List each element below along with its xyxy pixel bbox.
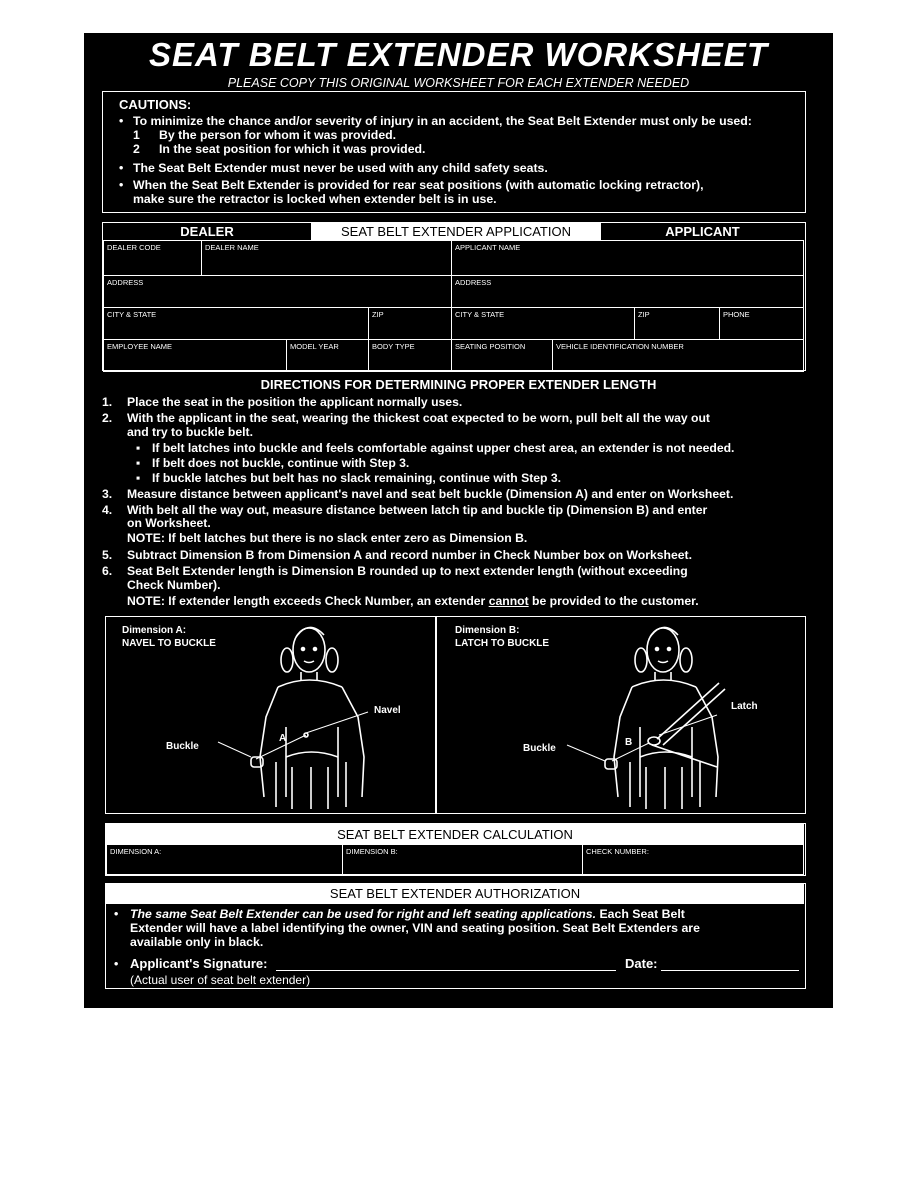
employee-name-field[interactable]: EMPLOYEE NAME bbox=[103, 339, 287, 372]
applicant-phone-field[interactable]: PHONE bbox=[719, 307, 804, 340]
applicant-address-field[interactable]: ADDRESS bbox=[451, 275, 804, 308]
signature-line[interactable] bbox=[276, 970, 616, 971]
dimension-b-letter: B bbox=[625, 737, 633, 748]
seated-person-latch-illustration bbox=[437, 617, 804, 812]
latch-label: Latch bbox=[731, 701, 758, 712]
model-year-field[interactable]: MODEL YEAR bbox=[286, 339, 369, 372]
bullet-auth-2: • bbox=[114, 957, 119, 971]
step-6-text: Seat Belt Extender length is Dimension B rounded up to next extender length (without exceeding bbox=[127, 564, 688, 578]
date-line[interactable] bbox=[661, 970, 799, 971]
dealer-header: DEALER bbox=[180, 224, 234, 239]
step-6-text-cont: Check Number). bbox=[127, 578, 221, 592]
navel-label: Navel bbox=[374, 705, 401, 716]
calculation-section bbox=[105, 823, 806, 876]
caution-item-2: • The Seat Belt Extender must never be used with any child safety seats. bbox=[133, 161, 548, 176]
calculation-header: SEAT BELT EXTENDER CALCULATION bbox=[106, 824, 804, 845]
signature-note: (Actual user of seat belt extender) bbox=[130, 973, 311, 987]
application-form bbox=[102, 222, 806, 371]
vin-field[interactable]: VEHICLE IDENTIFICATION NUMBER bbox=[552, 339, 804, 372]
bullet-3: ▪ bbox=[136, 471, 141, 485]
bullet-1: ▪ bbox=[136, 441, 141, 455]
authorization-line-1-rest: Each Seat Belt bbox=[596, 907, 685, 921]
note-text-1: NOTE: If extender length exceeds Check Number, an extender bbox=[127, 594, 489, 608]
authorization-section bbox=[105, 883, 806, 989]
buckle-label-a: Buckle bbox=[166, 741, 199, 752]
step-6-number: 6. bbox=[102, 564, 113, 578]
dimension-a-letter: A bbox=[279, 733, 287, 744]
caution-item-3-cont: make sure the retractor is locked when extender belt is in use. bbox=[133, 192, 497, 206]
directions-heading: DIRECTIONS FOR DETERMINING PROPER EXTENDER LENGTH bbox=[260, 377, 657, 392]
dimension-a-field[interactable]: DIMENSION A: bbox=[106, 844, 343, 875]
step-5-number: 5. bbox=[102, 548, 113, 562]
body-type-field[interactable]: BODY TYPE bbox=[368, 339, 452, 372]
bullet-2: ▪ bbox=[136, 456, 141, 470]
step-2-number: 2. bbox=[102, 411, 113, 425]
step-4-number: 4. bbox=[102, 503, 113, 517]
diagram-a-label-1: Dimension A: bbox=[122, 625, 187, 636]
step-5-text: Subtract Dimension B from Dimension A and record number in Check Number box on Worksheet. bbox=[127, 548, 692, 562]
caution-sub-2: In the seat position for which it was provided. bbox=[159, 142, 426, 156]
step-1-number: 1. bbox=[102, 395, 113, 409]
step-4-note: NOTE: If belt latches but there is no slack enter zero as Dimension B. bbox=[127, 531, 528, 545]
caution-sub-2-num: 2 bbox=[133, 142, 140, 156]
applicant-city-state-field[interactable]: CITY & STATE bbox=[451, 307, 635, 340]
step-2-text-cont: and try to buckle belt. bbox=[127, 425, 253, 439]
caution-item-3: • When the Seat Belt Extender is provided for rear seat positions (with automatic locking retractor), bbox=[133, 178, 704, 193]
worksheet-subtitle: PLEASE COPY THIS ORIGINAL WORKSHEET FOR EACH EXTENDER NEEDED bbox=[227, 76, 690, 90]
worksheet-title: SEAT BELT EXTENDER WORKSHEET bbox=[149, 36, 768, 73]
caution-sub-1: By the person for whom it was provided. bbox=[159, 128, 397, 142]
dealer-zip-field[interactable]: ZIP bbox=[368, 307, 452, 340]
authorization-line-3: available only in black. bbox=[130, 935, 264, 949]
caution-sub-1-num: 1 bbox=[133, 128, 140, 142]
caution-item-1: • To minimize the chance and/or severity of injury in an accident, the Seat Belt Extender must only be used: bbox=[133, 114, 752, 129]
authorization-italic: The same Seat Belt Extender can be used for right and left seating applications. bbox=[130, 907, 597, 921]
seating-position-field[interactable]: SEATING POSITION bbox=[451, 339, 553, 372]
diagram-b-label-1: Dimension B: bbox=[455, 625, 520, 636]
step-2-bullet-1: If belt latches into buckle and feels comfortable against upper chest area, an extender is not needed. bbox=[152, 441, 735, 455]
note-text-2: be provided to the customer. bbox=[528, 594, 699, 608]
step-4-text: With belt all the way out, measure distance between latch tip and buckle tip (Dimension B) and enter bbox=[127, 503, 708, 517]
applicant-header: APPLICANT bbox=[665, 224, 740, 239]
step-2-text: With the applicant in the seat, wearing the thickest coat expected to be worn, pull belt all the way out bbox=[127, 411, 710, 425]
dealer-code-field[interactable]: DEALER CODE bbox=[103, 240, 202, 276]
authorization-header: SEAT BELT EXTENDER AUTHORIZATION bbox=[106, 884, 804, 904]
step-3-number: 3. bbox=[102, 487, 113, 501]
cautions-box bbox=[102, 91, 806, 213]
diagram-dimension-b bbox=[436, 616, 806, 814]
applicant-zip-field[interactable]: ZIP bbox=[634, 307, 720, 340]
applicant-name-field[interactable]: APPLICANT NAME bbox=[451, 240, 804, 276]
bullet-auth-1: • bbox=[114, 907, 119, 921]
diagram-b-label-2: LATCH TO BUCKLE bbox=[455, 638, 550, 649]
signature-label: Applicant's Signature: bbox=[130, 956, 268, 971]
dimension-b-field[interactable]: DIMENSION B: bbox=[342, 844, 583, 875]
diagram-dimension-a bbox=[105, 616, 436, 814]
note-emphasis: cannot bbox=[488, 594, 529, 608]
step-1-text: Place the seat in the position the applicant normally uses. bbox=[127, 395, 463, 409]
step-2-bullet-2: If belt does not buckle, continue with Step 3. bbox=[152, 456, 410, 470]
authorization-line-2: Extender will have a label identifying the owner, VIN and seating position. Seat Belt Extenders are bbox=[130, 921, 700, 935]
cautions-heading: CAUTIONS: bbox=[119, 97, 192, 112]
buckle-label-b: Buckle bbox=[523, 743, 556, 754]
step-3-text: Measure distance between applicant's navel and seat belt buckle (Dimension A) and enter on Worksheet. bbox=[127, 487, 734, 501]
dealer-city-state-field[interactable]: CITY & STATE bbox=[103, 307, 369, 340]
dealer-name-field[interactable]: DEALER NAME bbox=[201, 240, 452, 276]
step-2-bullet-3: If buckle latches but belt has no slack remaining, continue with Step 3. bbox=[152, 471, 562, 485]
dealer-address-field[interactable]: ADDRESS bbox=[103, 275, 452, 308]
worksheet-page bbox=[84, 33, 833, 1008]
check-number-field[interactable]: CHECK NUMBER: bbox=[582, 844, 804, 875]
step-6-note bbox=[127, 595, 699, 609]
authorization-line-1 bbox=[130, 907, 685, 922]
application-header: SEAT BELT EXTENDER APPLICATION bbox=[311, 223, 601, 240]
date-label: Date: bbox=[625, 956, 658, 971]
step-4-text-cont: on Worksheet. bbox=[127, 516, 211, 530]
diagram-a-label-2: NAVEL TO BUCKLE bbox=[122, 638, 216, 649]
